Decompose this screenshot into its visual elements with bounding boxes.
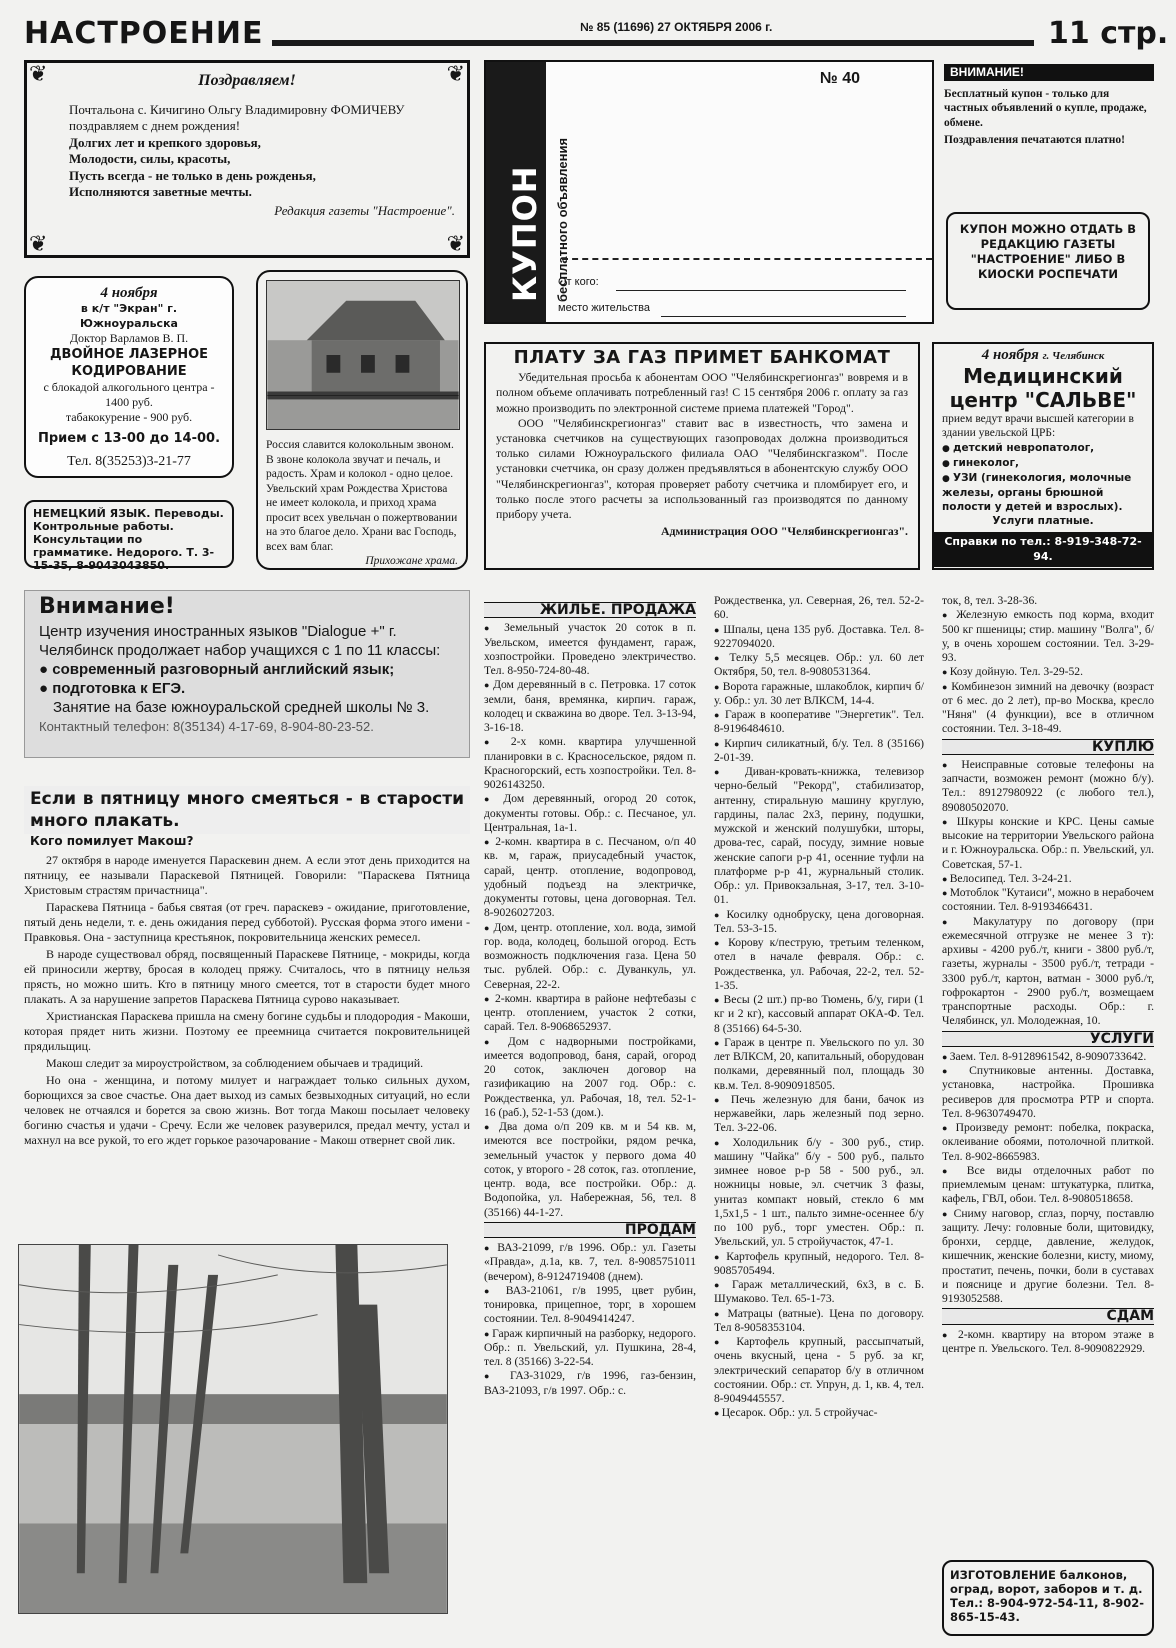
page-number: 11 стр. (1048, 16, 1169, 51)
free-ad-coupon (484, 60, 934, 324)
list-item: ● 2-х комн. квартира улучшенной планировки в с. Красносельское, рядом п. Красногорский, есть хозпостройки. Тел. 8-9026143250. (484, 735, 696, 792)
list-item: ● Гараж в кооперативе "Энергетик". Тел. 8-9196484610. (714, 708, 924, 737)
gas-paragraph: ООО "Челябинскрегионгаз" ставит вас в известность, что замена и установка счетчиков на существующих газопроводах должна производиться только силами Южноуральского филиала ОАО "Челябинскгазком". После установки счетчика, он сразу должен предъявляться в абонентскую службу ООО "Челябинскрегионгаз", которая проверяет работу счетчика и пломбирует его, и только после этого расчеты за использованный газ производятся по данному прибору учета. (496, 415, 908, 522)
list-item: ● Дом с надворными постройками, имеется водопровод, баня, сарай, огород 20 соток, заключен договор на газификацию на 2007 год. Обр.: с. Рождественка, ул. Рабочая, 18, тел. 52-1-16 (раб.), 52-1-53 (дом.). (484, 1035, 696, 1121)
ad-title: ДВОЙНОЕ ЛАЗЕРНОЕ КОДИРОВАНИЕ (49, 347, 209, 379)
congrats-line: Долгих лет и крепкого здоровья, (69, 134, 261, 150)
list-item: ● УЗИ (гинекология, молочные железы, органы брюшной полости у детей и взрослых). (942, 471, 1144, 514)
paid-note: Услуги платные. (992, 514, 1094, 527)
list-item: ● ВАЗ-21061, г/в 1995, цвет рубин, тонировка, прицепное, торг, в хорошем состоянии. Тел. 8-9049414247. (484, 1284, 696, 1327)
section-title: НАСТРОЕНИЕ (24, 16, 264, 51)
list-item: ● Холодильник б/у - 300 руб., стир. машину "Чайка" б/у - 500 руб., пальто зимнее новое р-р 58 - 500 руб., эл. ножницы новые, эл. счетчик 3 фазы, унитаз компакт новый, стекло 6 мм 1,5х1,5 - 1 шт., пальто зимне-осеннее б/у по 100 руб., торг уместен. Обр.: п. Увельский, ул. 5 стройучасток, 47-1. (714, 1136, 924, 1250)
medical-center-ad (932, 342, 1154, 570)
ad-date (942, 348, 1144, 364)
list-item: ● Земельный участок 20 соток в п. Увельском, имеется фундамент, гараж, хозпостройки. Проведено электричество. Тел. 8-950-724-80-48. (484, 621, 696, 678)
from-field[interactable] (616, 290, 906, 291)
coupon-warning (944, 64, 1154, 184)
list-item: ● детский невропатолог, (942, 441, 1144, 456)
service-list (942, 441, 1144, 514)
coupon-title: КУПОН (506, 165, 544, 302)
list-item: ● Заем. Тел. 8-9128961542, 8-9090733642. (942, 1050, 1154, 1064)
list-item: ● Гараж кирпичный на разборку, недорого. Обр.: п. Увельский, ул. Пушкина, 28-4, тел. 8 (35166) 3-22-54. (484, 1327, 696, 1370)
list-item: ● Картофель крупный, недорого. Тел. 8-9085705494. (714, 1250, 924, 1279)
warning-text: Поздравления печатаются платно! (944, 134, 1125, 146)
gas-payment-notice (484, 342, 920, 570)
cut-line (562, 258, 932, 260)
article-paragraph: 27 октября в народе именуется Параскевин днем. А если этот день приходится на пятницу, ее называли Параскевой Пятницей. Говорили: "Параскева Пятница Христовым страстям причастница". (24, 853, 470, 897)
ornament-icon: ❦ (446, 61, 465, 86)
issue-info: № 85 (11696) 27 ОКТЯБРЯ 2006 г. (580, 20, 773, 34)
list-item: ● современный разговорный английский язык; (39, 661, 395, 678)
ad-phone: Тел. 8(35253)3-21-77 (67, 454, 191, 469)
attention-text: Центр изучения иностранных языков "Dialogue +" г. Челябинск продолжает набор учащихся с 1 по 11 классы: (39, 623, 441, 659)
coupon-number: № 40 (819, 70, 860, 87)
warning-tag: ВНИМАНИЕ! (944, 64, 1154, 81)
list-item: ● Козу дойную. Тел. 3-29-52. (942, 665, 1154, 679)
ornament-icon: ❦ (446, 231, 465, 256)
rent-heading: СДАМ (942, 1308, 1154, 1324)
congrats-line: Молодости, силы, красоты, (69, 151, 231, 166)
ad-date: 4 ноября (100, 285, 158, 301)
ad-hours: Прием с 13-00 до 14-00. (37, 431, 221, 446)
list-item: ● ГАЗ-31029, г/в 1996, газ-бензин, ВАЗ-21093, г/в 1997. Обр.: с. (484, 1369, 696, 1398)
list-item: ● Дом деревянный в с. Петровка. 17 соток земли, баня, времянка, кирпич. гараж, колодец и скважина во дворе. Тел. 3-13-94, 3-16-18. (484, 678, 696, 735)
list-item: ● гинеколог, (942, 456, 1144, 471)
housing-heading: ЖИЛЬЕ. ПРОДАЖА (484, 602, 696, 618)
paraskeva-article (24, 786, 470, 1218)
center-title: Медицинский (963, 363, 1123, 388)
list-item: ● Телку 5,5 месяцев. Обр.: ул. 60 лет Октября, 50, тел. 8-9080531364. (714, 651, 924, 680)
list-item: ● Шкуры конские и КРС. Цены самые высокие на территории Увельского района и г. Южноуральска. Обр.: п. Увельский, ул. Советская, 57-1. (942, 815, 1154, 872)
list-item: ● ВАЗ-21099, г/в 1996. Обр.: ул. Газеты «Правда», д.1а, кв. 7, тел. 8-9085751011 (вечером), 8-9124719408 (днем). (484, 1241, 696, 1284)
list-item: ● Велосипед. Тел. 3-24-21. (942, 872, 1154, 886)
article-paragraph: Макош следит за мироустройством, за соблюдением обычаев и традиций. (46, 1056, 424, 1070)
attention-title: Внимание! (39, 594, 175, 619)
coupon-subtitle: бесплатного объявления (555, 137, 570, 302)
church-appeal (256, 270, 468, 570)
list-item: ● Цесарок. Обр.: ул. 5 стройучас- (714, 1406, 924, 1420)
list-item: ● Два дома о/п 209 кв. м и 54 кв. м, имеются все постройки, рядом речка, земельный участок у первого дома 40 соток, у второго - 28 соток, газ. отопление, центр. вода, все постройки. Обр.: д. Водопойка, ул. Набережная, 56, тел. 8 (35166) 44-1-27. (484, 1120, 696, 1220)
list-item: ● Кирпич силикатный, б/у. Тел. 8 (35166) 2-01-39. (714, 737, 924, 766)
address-field[interactable] (661, 316, 906, 317)
classifieds-column-1 (484, 600, 696, 1640)
classifieds-column-3 (942, 594, 1154, 1494)
congrats-line: поздравляем с днем рождения! (69, 118, 241, 133)
list-item-text: подготовка к ЕГЭ. (52, 680, 186, 697)
gas-paragraph: Убедительная просьба к абонентам ООО "Челябинскрегионгаз" вовремя и в полном объеме оплачивать потребленный газ! С 15 сентября 2006 г. оплату за газ можно производить по электронной системе приема платежей "Город". (496, 370, 908, 415)
list-item: ● Матрацы (ватные). Цена по договору. Тел 8-9058353104. (714, 1307, 924, 1336)
ad-price: табакокурение - 900 руб. (65, 410, 193, 424)
gas-title: ПЛАТУ ЗА ГАЗ ПРИМЕТ БАНКОМАТ (513, 347, 891, 368)
list-item: ● Гараж металлический, 6х3, в с. Б. Шумаково. Тел. 65-1-73. (714, 1278, 924, 1307)
list-item: ● Печь железную для бани, бачок из нержавейки, ларь железный под зерно. Тел. 3-22-06. (714, 1093, 924, 1136)
center-name: центр "САЛЬВЕ" (949, 387, 1137, 412)
congrats-heading: Поздравляем! (198, 72, 296, 89)
list-item: ● Корову к/пеструю, третьим теленком, отел в начале февраля. Обр.: с. Рождественка, ул. Рабочая, 22-2, тел. 52-1-35. (714, 936, 924, 993)
congrats-line: Почтальона с. Кичигино Ольгу Владимировну ФОМИЧЕВУ (69, 101, 405, 117)
attention-contact: Контактный телефон: 8(35134) 4-17-69, 8-904-80-23-52. (39, 719, 374, 734)
list-item: ● Гараж в центре п. Увельского по ул. 30 лет ВЛКСМ, 20, капитальный, оборудован полками, деревянный пол, площадь 30 кв.м. Тел. 8-9090918505. (714, 1036, 924, 1093)
center-phone: Справки по тел.: 8-919-348-72-94. (934, 532, 1152, 567)
list-item: ● Железную емкость под корма, входит 500 кг пшеницы; стир. машину "Волга", б/у, в очень хорошем состоянии. Тел. 3-29-93. (942, 608, 1154, 665)
list-item: ● Диван-кровать-книжка, телевизор черно-белый "Рекорд", стабилизатор, антенну, стиральную машину круглую, гардины, палас 2х3, перину, подушки, мужской и женский полушубки, шторы, дрова-тес, сарай, посуду, зимние новые женские сапоги р-р 41, осенние туфли на платформе р-р 41, журнальный столик. Обр.: ул. Привокзальная, 3-17, тел. 3-10-01. (714, 765, 924, 908)
address-label: место жительства (558, 302, 650, 314)
ad-date-text: 4 ноября (981, 347, 1039, 363)
list-item: ● Произведу ремонт: побелка, покраска, оклеивание обоями, потолочной плиткой. Тел. 8-902-8665983. (942, 1121, 1154, 1164)
coupon-note: КУПОН МОЖНО ОТДАТЬ В РЕДАКЦИЮ ГАЗЕТЫ "НАСТРОЕНИЕ" ЛИБО В КИОСКИ РОСПЕЧАТИ (946, 212, 1150, 310)
church-signature: Прихожане храма. (365, 555, 458, 567)
services-heading: УСЛУГИ (942, 1031, 1154, 1047)
list-item: ● Шпалы, цена 135 руб. Доставка. Тел. 8-9227094020. (714, 623, 924, 652)
continued-item: ток, 8, тел. 3-28-36. (942, 594, 1038, 607)
sell-heading: ПРОДАМ (484, 1222, 696, 1238)
list-item: ● Комбинезон зимний на девочку (возраст от 6 мес. до 2 лет), пр-во Москва, кресло "Няня" (4 функции), все в отличном состоянии. Тел. 3-18-49. (942, 680, 1154, 737)
article-paragraph: Но она - женщина, и потому милует и награждает только сильных духом, борющихся за свое счастье. Она дает выход из самых безвыходных ситуаций, но если человек не отчаялся и борется за свою жизнь. Вот тогда Макош посылает человеку богиню счастья и удачи - Сречу. Если же человек разуверился, предал мечту, устал и махнул на все рукой, то его ждет горькое разочарование - Макош отвернет свой лик. (24, 1073, 470, 1147)
article-subtitle: Кого помилует Макош? (30, 834, 194, 848)
congrats-signature: Редакция газеты "Настроение". (274, 202, 455, 218)
ad-city: г. Челябинск (1042, 350, 1105, 362)
ornament-icon: ❦ (29, 231, 48, 256)
balcony-ad: ИЗГОТОВЛЕНИЕ балконов, оград, ворот, заборов и т. д. Тел.: 8-904-972-54-11, 8-902-865-15-43. (942, 1560, 1154, 1636)
ad-price: с блокадой алкогольного центра - 1400 руб. (43, 380, 215, 409)
from-label: От кого: (558, 276, 599, 288)
church-text: Россия славится колокольным звоном. В звоне колокола звучат и печаль, и радость. Храм и колокол - одно целое. Увельский храм Рождества Христова не имеет колокола, и приход храма просит всех увельчан о пожертвовании на это благое дело. Храни вас Господь, всех вам благ. (266, 439, 458, 553)
classifieds-column-2 (714, 594, 924, 1640)
article-title: Если в пятницу много смеяться - в старости много плакать. (24, 786, 470, 834)
continued-item: Рождественка, ул. Северная, 26, тел. 52-2-60. (714, 594, 924, 622)
congrats-box (24, 60, 470, 258)
gas-signature: Администрация ООО "Челябинскрегионгаз". (660, 524, 908, 539)
list-item-text: современный разговорный английский язык; (52, 661, 395, 678)
church-photo (266, 280, 460, 430)
article-paragraph: Параскева Пятница - бабья святая (от греч. параскевэ - ожидание, приготовление, пятый день недели, т. е. день ожидания перед субботой). Русская форма этого имени - Правковья. Она - заступница крестьянок, покровительница женских ремесел. (24, 900, 470, 944)
ornament-icon: ❦ (29, 61, 48, 86)
list-item: ● Спутниковые антенны. Доставка, установка, настройка. Прошивка ресиверов для просмотра РТР и спорта. Тел. 8-9630749470. (942, 1064, 1154, 1121)
birch-lake-photo (18, 1244, 448, 1614)
list-item: ● Мотоблок "Кутаиси", можно в нерабочем состоянии. Тел. 8-9193466431. (942, 886, 1154, 915)
congrats-line: Исполняются заветные мечты. (69, 184, 252, 199)
list-item: ● 2-комн. квартира в с. Песчаном, о/п 40 кв. м, гараж, приусадебный участок, сарай, центр. отопление, водопровод, удобный подъезд на электричке, документы готовы, цена договорная. Тел. 8-9026027203. (484, 835, 696, 921)
german-language-ad: НЕМЕЦКИЙ ЯЗЫК. Переводы. Контрольные работы. Консультации по грамматике. Недорого. Т. 3-15-35, 8-9043043850. (24, 500, 234, 568)
article-paragraph: Христианская Параскева пришла на смену богине судьбы и плодородия - Макоши, которая прядет нить жизни. Поэтому ее преемница считается покровительницей прядильщиц. (24, 1009, 470, 1053)
list-item: ● Сниму наговор, сглаз, порчу, поставлю защиту. Лечу: головные боли, щитовидку, бронхи, сердце, давление, желудок, кишечник, женские болезни, кисту, миому, простатит, печень, почки, боли в суставах и пояснице и другие болезни. Тел. 8-9193052588. (942, 1207, 1154, 1307)
warning-text: Бесплатный купон - только для частных объявлений о купле, продаже, обмене. (944, 87, 1147, 129)
list-item: ● Картофель крупный, рассыпчатый, очень вкусный, цена - 5 руб. за кг, электрический сепаратор б/у в отличном состоянии. Обр.: ст. Упрун, д. 1, кв. 4, тел. 8-9049445557. (714, 1335, 924, 1406)
ad-place: в к/т "Экран" г. Южноуральска (80, 302, 178, 330)
language-center-ad (24, 590, 470, 758)
list-item: ● Неисправные сотовые телефоны на запчасти, возможен ремонт (можно б/у). Тел.: 89127980922 (с любого тел.), 89080502070. (942, 758, 1154, 815)
attention-base: Занятие на базе южноуральской средней школы № 3. (53, 699, 430, 716)
laser-coding-ad (24, 276, 234, 478)
list-item: ● Все виды отделочных работ по приемлемым ценам: штукатурка, плитка, кафель, ГВЛ, обои. Тел. 8-9080518658. (942, 1164, 1154, 1207)
congrats-line: Пусть всегда - не только в день рожденья, (69, 167, 316, 183)
list-item: ● подготовка к ЕГЭ. (39, 680, 186, 697)
list-item: ● Косилку однобруску, цена договорная. Тел. 53-3-15. (714, 908, 924, 937)
list-item: ● Макулатуру по договору (при ежемесячной отгрузке не менее 3 т): архивы - 4200 руб./т, книги - 3800 руб./т, газеты, журналы - 3500 руб./т, тетради - 3300 руб./т, картон, ватман - 3000 руб./т, гофрокартон - 2900 руб./т, возмещаем транспортные расходы. Обр.: г. Челябинск, ул. Молодежная, 10. (942, 915, 1154, 1029)
list-item: ● Дом, центр. отопление, хол. вода, зимой гор. вода, колодец, большой огород. Есть возможность подключения газа. Цена 50 тыс. рублей. Обр.: с. Дуванкуль, ул. Северная, 22-2. (484, 921, 696, 992)
buy-heading: КУПЛЮ (942, 739, 1154, 755)
list-item: ● Ворота гаражные, шлакоблок, кирпич б/у. Обр.: ул. 30 лет ВЛКСМ, 14-4. (714, 680, 924, 709)
ad-doctor: Доктор Варламов В. П. (69, 331, 189, 345)
article-paragraph: В народе существовал обряд, посвященный Параскеве Пятнице, - мокриды, когда ей приносили жертву, бросая в колодец пряжу. Считалось, что в пятницу нельзя прясть, но можно шить. Кто в пятницу много смеется, тот в старости будет много плакать. А за нарушение запретов Параскева Пятница сурово наказывает. (24, 947, 470, 1006)
header-rule (272, 40, 1034, 46)
list-item: ● Дом деревянный, огород 20 соток, документы готовы. Обр.: с. Песчаное, ул. Центральная, 1а-1. (484, 792, 696, 835)
list-item: ● 2-комн. квартира в районе нефтебазы с центр. отоплением, участок 2 сотки, сарай. Тел. 8-9068652937. (484, 992, 696, 1035)
list-item: ● Весы (2 шт.) пр-во Тюмень, б/у, гири (1 кг и 2 кг), кассовый аппарат ОКА-Ф. Тел. 8 (35166) 64-5-30. (714, 993, 924, 1036)
list-item: ● 2-комн. квартиру на втором этаже в центре п. Увельского. Тел. 8-9090822929. (942, 1328, 1154, 1357)
center-intro: прием ведут врачи высшей категории в здании увельской ЦРБ: (942, 412, 1134, 439)
